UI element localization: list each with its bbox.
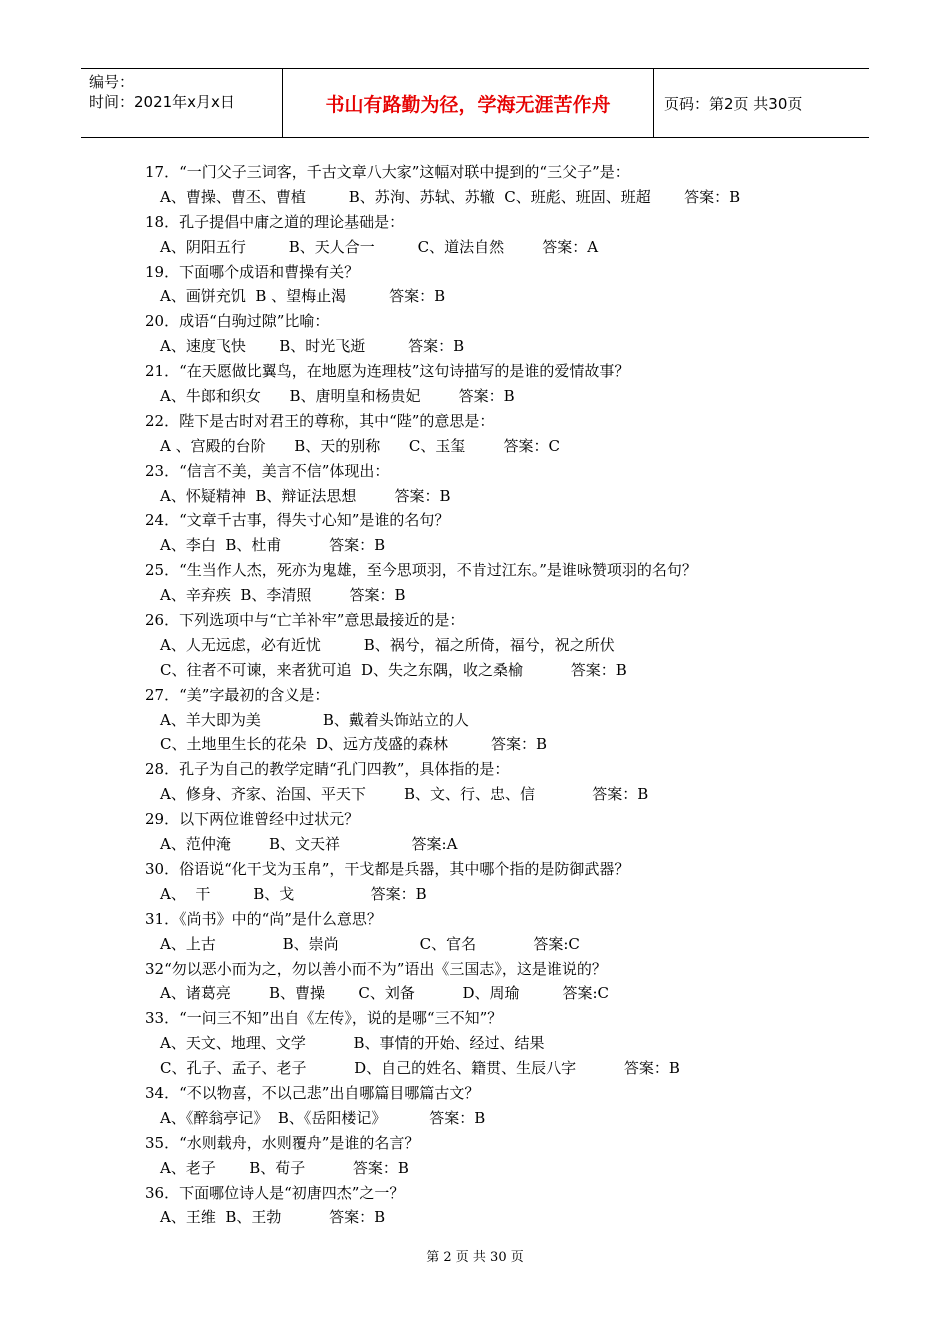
answer-options-line: A、羊大即为美 B、戴着头饰站立的人 (160, 710, 469, 729)
answer-options-line: A、范仲淹 B、文天祥 答案:A (160, 835, 458, 854)
question-line: 27．“美”字最初的含义是： (145, 685, 330, 704)
answer-options-line: A、阴阳五行 B、天人合一 C、道法自然 答案：A (160, 237, 599, 256)
question-line: 35．“水则载舟，水则覆舟”是谁的名言？ (145, 1133, 420, 1152)
question-line: 19．下面哪个成语和曹操有关？ (145, 262, 360, 281)
header-motto: 书山有路勤为径，学海无涯苦作舟 (283, 69, 654, 137)
question-line: 23．“信言不美，美言不信”体现出： (145, 461, 390, 480)
answer-options-line: A、诸葛亮 B、曹操 C、刘备 D、周瑜 答案:C (160, 984, 610, 1003)
question-line: 22．陛下是古时对君王的尊称，其中“陛”的意思是： (145, 411, 495, 430)
answer-options-line: A、牛郎和织女 B、唐明皇和杨贵妃 答案：B (160, 387, 515, 406)
answer-options-line: C、往者不可谏，来者犹可追 D、失之东隅，收之桑榆 答案：B (160, 660, 627, 679)
question-line: 36．下面哪位诗人是“初唐四杰”之一？ (145, 1183, 405, 1202)
question-line: 17．“一门父子三词客，千古文章八大家”这幅对联中提到的“三父子”是： (145, 163, 630, 181)
question-list (145, 160, 845, 1230)
answer-options-line: A、人无远虑，必有近忧 B、祸兮，福之所倚，福兮，祝之所伏 (160, 635, 615, 654)
answer-options-line: A、曹操、曹丕、曹植 B、苏洵、苏轼、苏辙 C、班彪、班固、班超 答案：B (160, 187, 741, 206)
answer-options-line: A、修身、齐家、治国、平天下 B、文、行、忠、信 答案：B (160, 785, 649, 804)
header-page-info: 页码：第2页 共30页 (664, 94, 803, 113)
question-line: 25．“生当作人杰，死亦为鬼雄，至今思项羽，不肯过江东。”是谁咏赞项羽的名句？ (145, 561, 697, 580)
page-header (81, 68, 869, 138)
question-line: 18．孔子提倡中庸之道的理论基础是： (145, 212, 405, 231)
answer-options-line: A、 干 B、戈 答案：B (160, 884, 427, 903)
answer-options-line: A 、宫殿的台阶 B、天的别称 C、玉玺 答案：C (160, 436, 560, 455)
question-line: 21．“在天愿做比翼鸟，在地愿为连理枝”这句诗描写的是谁的爱情故事？ (145, 362, 630, 381)
question-line: 34．“不以物喜，不以己悲”出自哪篇目哪篇古文？ (145, 1083, 480, 1102)
answer-options-line: A、速度飞快 B、时光飞逝 答案：B (160, 337, 465, 356)
answer-options-line: A、《醉翁亭记》 B、《岳阳楼记》 答案：B (160, 1108, 486, 1127)
question-line: 28．孔子为自己的教学定睛“孔门四教”，具体指的是： (145, 760, 510, 779)
answer-options-line: A、画饼充饥 B 、望梅止渴 答案：B (160, 287, 446, 306)
answer-options-line: A、天文、地理、文学 B、事情的开始、经过、结果 (160, 1034, 545, 1053)
answer-options-line: A、辛弃疾 B、李清照 答案：B (160, 586, 406, 605)
question-line: 33．“一问三不知”出自《左传》，说的是哪“三不知”？ (145, 1009, 503, 1028)
page-footer: 第 2 页 共 30 页 (426, 1250, 524, 1265)
header-time-label: 时间：2021年x月x日 (89, 93, 235, 111)
question-line: 20．成语“白驹过隙”比喻： (145, 312, 330, 331)
answer-options-line: A、王维 B、王勃 答案：B (160, 1208, 386, 1227)
header-info-cell (81, 69, 283, 137)
header-number-label: 编号： (89, 73, 135, 91)
answer-options-line: A、怀疑精神 B、辩证法思想 答案：B (160, 486, 451, 505)
answer-options-line: C、土地里生长的花朵 D、远方茂盛的森林 答案：B (160, 735, 547, 754)
question-line: 29．以下两位谁曾经中过状元？ (145, 810, 360, 829)
answer-options-line: A、李白 B、杜甫 答案：B (160, 536, 386, 555)
question-line: 26．下列选项中与“亡羊补牢”意思最接近的是： (145, 611, 465, 630)
question-line: 31．《尚书》中的“尚”是什么意思？ (145, 909, 382, 928)
question-line: 24．“文章千古事，得失寸心知”是谁的名句？ (145, 511, 450, 530)
question-line: 32“勿以恶小而为之，勿以善小而不为”语出《三国志》，这是谁说的？ (145, 959, 607, 978)
answer-options-line: C、孔子、孟子、老子 D、自己的姓名、籍贯、生辰八字 答案：B (160, 1059, 680, 1078)
answer-options-line: A、老子 B、荀子 答案：B (160, 1158, 409, 1177)
answer-options-line: A、上古 B、崇尚 C、官名 答案:C (160, 934, 580, 953)
question-line: 30．俗语说“化干戈为玉帛”，干戈都是兵器，其中哪个指的是防御武器？ (145, 859, 630, 878)
